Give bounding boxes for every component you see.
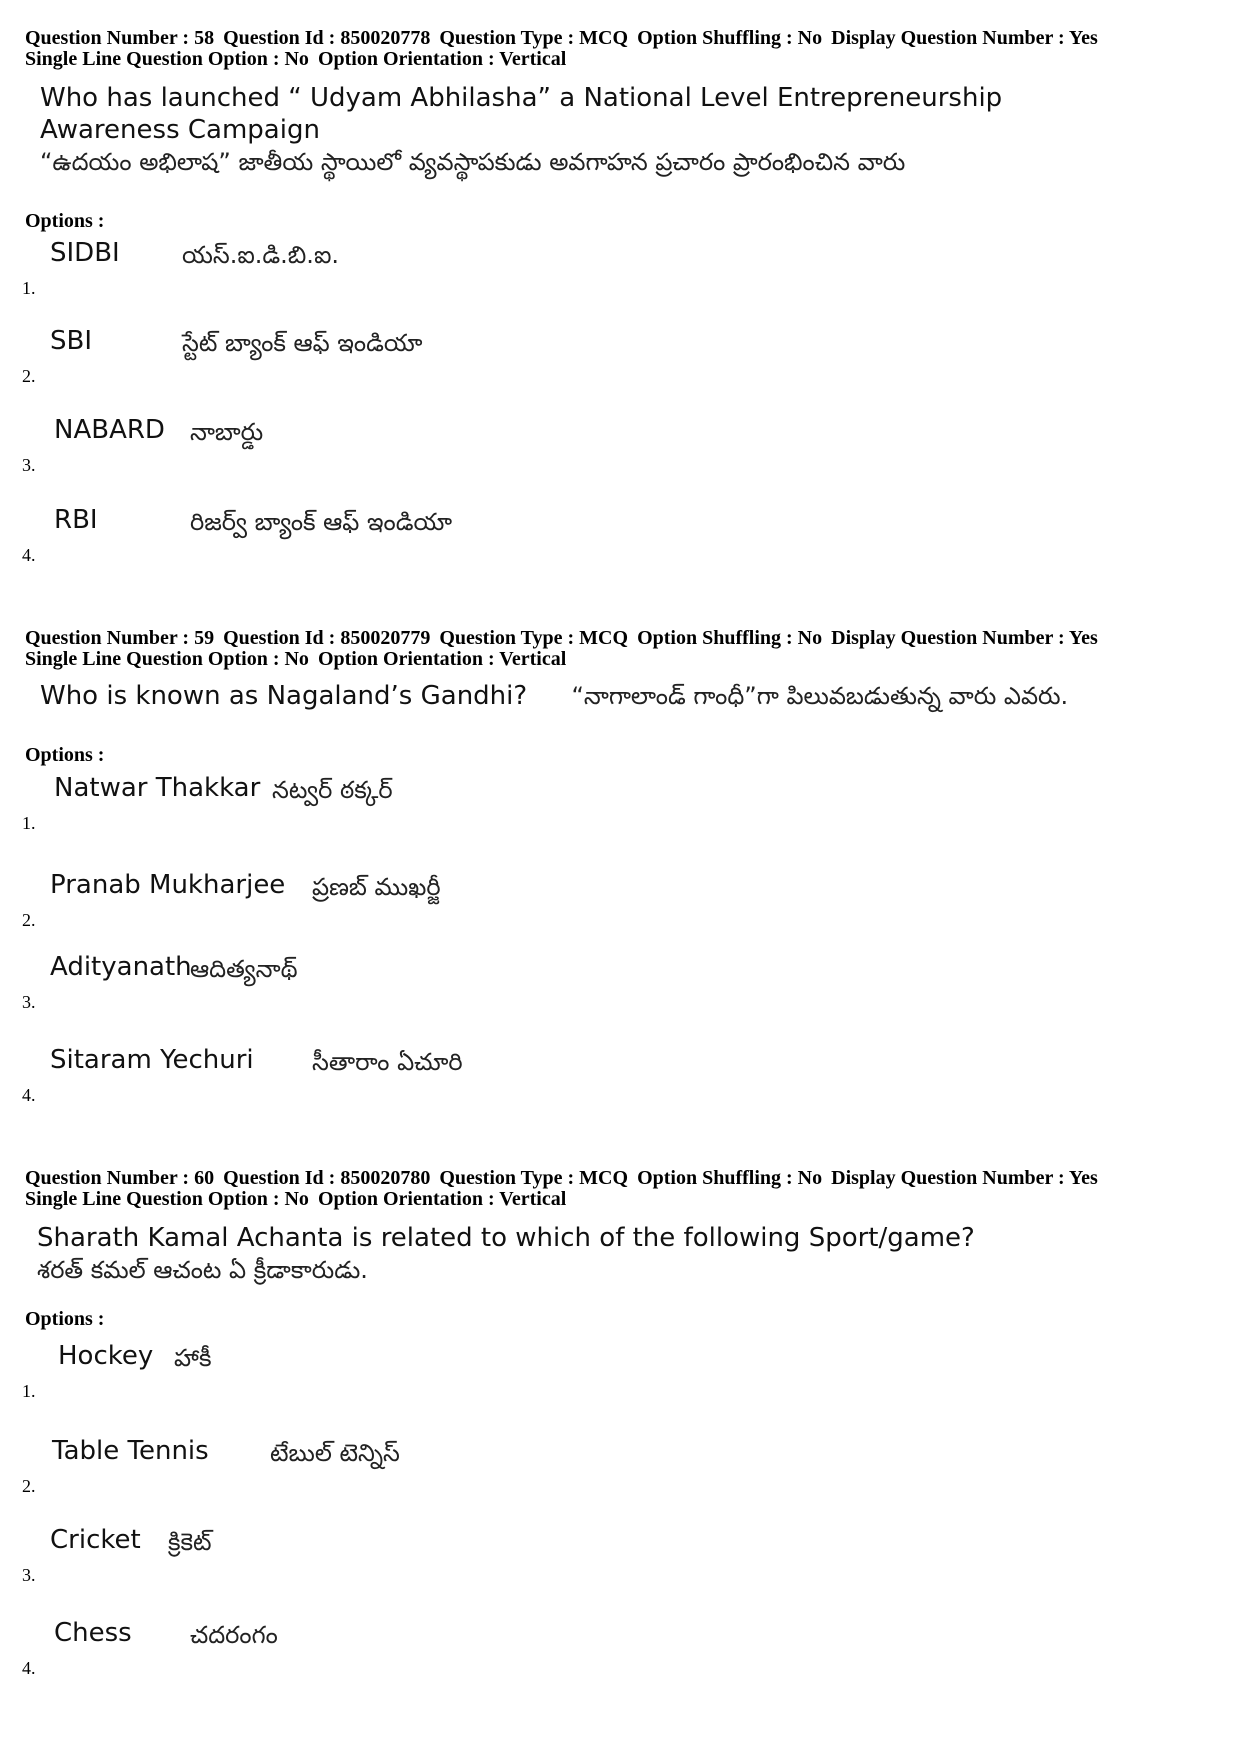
- option-number: 1.: [22, 813, 36, 833]
- option-text-telugu: యస్.ఐ.డి.బి.ఐ.: [182, 241, 340, 269]
- option-number: 4.: [22, 545, 36, 565]
- display-question-number: Display Question Number : Yes: [831, 627, 1098, 649]
- option-item[interactable]: [22, 773, 922, 833]
- option-number: 2.: [22, 910, 36, 930]
- question-number: Question Number : 59: [25, 627, 215, 649]
- option-shuffling: Option Shuffling : No: [637, 627, 823, 649]
- question-text: [40, 680, 1190, 712]
- option-text-english: Cricket: [50, 1525, 141, 1555]
- option-number: 2.: [22, 366, 36, 386]
- option-item[interactable]: [22, 1341, 922, 1401]
- question-id: Question Id : 850020778: [223, 27, 431, 49]
- question-meta-line-2: [25, 1189, 566, 1210]
- option-item[interactable]: [22, 326, 922, 386]
- single-line-option: Single Line Question Option : No: [25, 648, 309, 670]
- option-shuffling: Option Shuffling : No: [637, 27, 823, 49]
- question-block: [0, 540, 1240, 1105]
- question-number: Question Number : 58: [25, 27, 215, 49]
- option-item[interactable]: [22, 952, 922, 1012]
- option-text-english: Hockey: [58, 1341, 154, 1371]
- option-item[interactable]: [22, 238, 922, 298]
- option-orientation: Option Orientation : Vertical: [317, 648, 567, 670]
- option-text-telugu: సీతారాం ఏచూరి: [312, 1048, 463, 1076]
- display-question-number: Display Question Number : Yes: [831, 1167, 1098, 1189]
- single-line-option: Single Line Question Option : No: [25, 48, 309, 70]
- question-text-english: Who has launched “ Udyam Abhilasha” a National Level Entrepreneurship Awareness Campaign: [40, 83, 1003, 145]
- question-meta-line-2: [25, 49, 566, 70]
- option-number: 2.: [22, 1476, 36, 1496]
- option-text-telugu: స్టేట్ బ్యాంక్ ఆఫ్ ఇండియా: [182, 329, 423, 357]
- question-block: [0, 1080, 1240, 1678]
- question-type: Question Type : MCQ: [439, 1167, 629, 1189]
- question-id: Question Id : 850020779: [223, 627, 431, 649]
- option-text-telugu: నట్వర్ ఠక్కర్: [272, 776, 393, 804]
- single-line-option: Single Line Question Option : No: [25, 1188, 309, 1210]
- option-item[interactable]: [22, 1436, 922, 1496]
- options-label: Options :: [25, 744, 105, 766]
- question-text-telugu: “నాగాలాండ్ గాంధీ”గా పిలువబడుతున్న వారు ఎవరు.: [571, 682, 1069, 710]
- option-number: 4.: [22, 1658, 36, 1678]
- option-text-english: SIDBI: [50, 238, 120, 268]
- question-type: Question Type : MCQ: [439, 627, 629, 649]
- option-text-english: Pranab Mukharjee: [50, 870, 286, 900]
- question-meta-line-2: [25, 649, 566, 670]
- question-text-english: Sharath Kamal Achanta is related to which of the following Sport/game?: [37, 1223, 975, 1253]
- option-orientation: Option Orientation : Vertical: [317, 48, 567, 70]
- option-text-telugu: రిజర్వ్ బ్యాంక్ ఆఫ్ ఇండియా: [190, 508, 453, 536]
- option-text-telugu: ఆదిత్యనాథ్: [190, 955, 298, 983]
- option-text-english: Table Tennis: [52, 1436, 209, 1466]
- question-text-telugu: “ఉదయం అభిలాష” జాతీయ స్థాయిలో వ్యవస్థాపకుడు అవగాహన ప్రచారం ప్రారంభించిన వారు: [40, 148, 906, 176]
- option-text-english: SBI: [50, 326, 93, 356]
- option-number: 3.: [22, 992, 36, 1012]
- option-text-telugu: నాబార్డు: [190, 418, 264, 446]
- option-text-english: Sitaram Yechuri: [50, 1045, 254, 1075]
- question-text: [40, 82, 1140, 178]
- display-question-number: Display Question Number : Yes: [831, 27, 1098, 49]
- question-type: Question Type : MCQ: [439, 27, 629, 49]
- option-number: 3.: [22, 455, 36, 475]
- option-text-english: NABARD: [54, 415, 165, 445]
- option-text-english: Natwar Thakkar: [54, 773, 261, 803]
- question-text: [37, 1222, 1137, 1286]
- option-text-english: RBI: [54, 505, 98, 535]
- option-text-english: Chess: [54, 1618, 132, 1648]
- question-meta-line-1: [25, 628, 1098, 649]
- question-block: [0, 0, 1240, 565]
- question-text-english: Who is known as Nagaland’s Gandhi?: [40, 681, 528, 711]
- question-meta-line-1: [25, 1168, 1098, 1189]
- question-meta-line-1: [25, 28, 1098, 49]
- options-label: Options :: [25, 210, 105, 232]
- question-id: Question Id : 850020780: [223, 1167, 431, 1189]
- option-text-telugu: క్రికెట్: [168, 1528, 212, 1556]
- option-orientation: Option Orientation : Vertical: [317, 1188, 567, 1210]
- option-shuffling: Option Shuffling : No: [637, 1167, 823, 1189]
- option-text-telugu: హాకీ: [174, 1344, 212, 1372]
- question-number: Question Number : 60: [25, 1167, 215, 1189]
- option-item[interactable]: [22, 1525, 922, 1585]
- option-number: 1.: [22, 1381, 36, 1401]
- option-number: 4.: [22, 1085, 36, 1105]
- option-text-english: Adityanath: [50, 952, 192, 982]
- option-number: 3.: [22, 1565, 36, 1585]
- option-text-telugu: టేబుల్ టెన్నిస్: [270, 1439, 400, 1467]
- options-label: Options :: [25, 1308, 105, 1330]
- option-item[interactable]: [22, 415, 922, 475]
- option-item[interactable]: [22, 1618, 922, 1678]
- question-text-telugu: శరత్ కమల్ ఆచంట ఏ క్రీడాకారుడు.: [37, 1256, 368, 1284]
- option-text-telugu: చదరంగం: [190, 1621, 278, 1649]
- option-text-telugu: ప్రణబ్ ముఖర్జీ: [312, 873, 441, 901]
- option-number: 1.: [22, 278, 36, 298]
- option-item[interactable]: [22, 870, 922, 930]
